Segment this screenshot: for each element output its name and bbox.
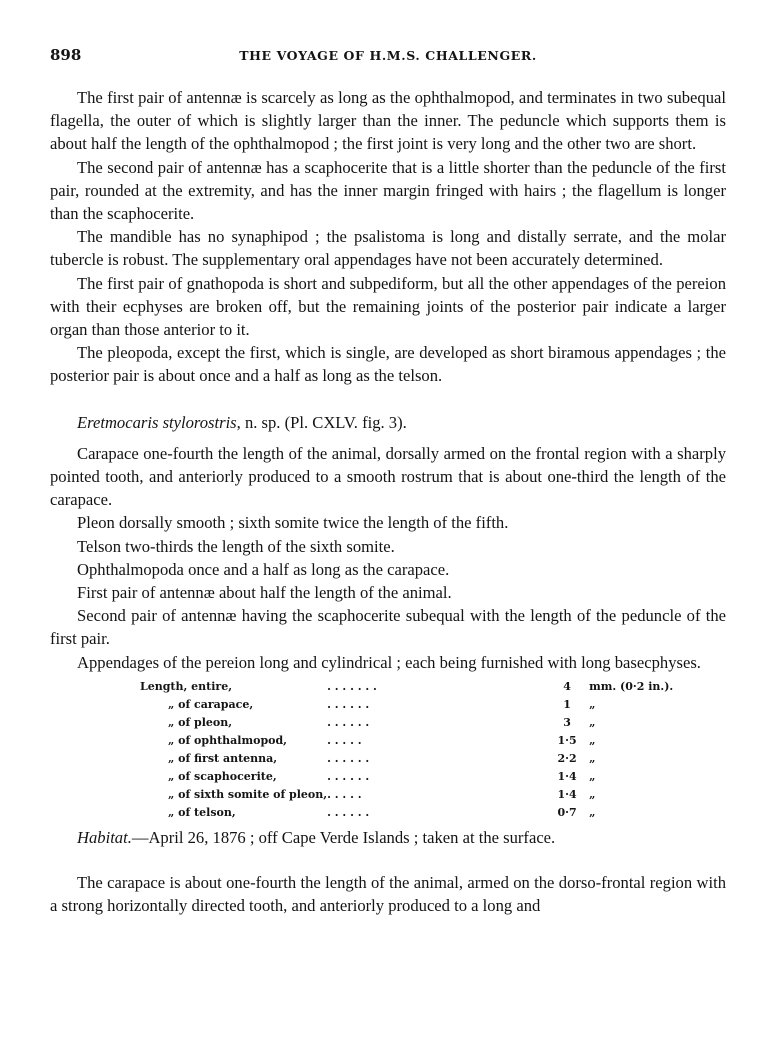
measurement-leader: . . . . . [327,787,362,801]
paragraph-mandible: The mandible has no synaphipod ; the psalistoma is long and distally serrate, and the molar tubercle is robust. The supplementary oral appendages have not been accurately determined. [50,227,726,270]
species-reference: , n. sp. (Pl. CXLV. fig. 3). [236,412,407,432]
measurement-label: „ of ophthalmopod, [168,733,287,747]
measurement-label: „ of first antenna, [168,751,278,765]
species-heading [50,411,726,434]
measurement-label: „ of sixth somite of pleon, [168,787,328,801]
measurement-row [140,786,673,804]
measurement-unit: mm. (0·2 in.). [589,679,674,693]
paragraph-pleon: Pleon dorsally smooth ; sixth somite twice the length of the fifth. [77,513,509,533]
paragraph-antennae-first: The first pair of antennæ is scarcely as long as the ophthalmopod, and terminates in two subequal flagella, the outer of which is slightly larger than the inner. The peduncle which supports them is about half the length of the ophthalmopod ; the first joint is very long and the other two are short. [50,88,726,154]
measurement-row [140,714,673,732]
measurement-value: 4 [563,679,571,693]
paragraph-telson: Telson two-thirds the length of the sixth somite. [77,536,395,556]
measurement-value: 1·4 [557,769,577,783]
measurement-leader: . . . . . . [327,805,370,819]
measurement-leader: . . . . . . . [327,679,377,693]
measurement-value: 3 [563,715,571,729]
measurement-row [140,804,673,822]
measurement-unit: „ [589,805,596,819]
measurement-label: „ of carapace, [168,697,254,711]
habitat-line [50,826,726,849]
paragraph-second-antennae: Second pair of antennæ having the scaphocerite subequal with the length of the peduncle of the first pair. [50,606,726,649]
running-title: THE VOYAGE OF H.M.S. CHALLENGER. [239,48,537,63]
paragraph-antennae-second: The second pair of antennæ has a scaphocerite that is a little shorter than the peduncle of the first pair, rounded at the extremity, and has the inner margin fringed with hairs ; the flagellum is longer than the scaphocerite. [50,157,726,224]
measurement-value: 2·2 [557,751,577,765]
page-header [50,46,726,70]
measurement-row [140,768,673,786]
measurement-leader: . . . . . . [327,769,370,783]
paragraph-carapace: Carapace one-fourth the length of the animal, dorsally armed on the frontal region with a sharply pointed tooth, and anteriorly produced to a smooth rostrum that is about one-third the length of the carapace. [50,443,726,510]
measurement-label: „ of telson, [168,805,236,819]
paragraph-gnathopoda: The first pair of gnathopoda is short and subpediform, but all the other appendages of the pereion with their ecphyses are broken off, but the remaining joints of the posterior pair indicate a larger organ than those anterior to it. [50,273,726,340]
paragraph-first-antennae: First pair of antennæ about half the length of the animal. [77,583,452,603]
measurement-unit: „ [589,751,596,765]
measurements-table [140,678,673,822]
measurement-leader: . . . . . [327,733,362,747]
measurement-value: 1·5 [557,733,577,747]
measurement-value: 1 [563,697,571,711]
measurement-value: 0·7 [557,805,577,819]
page-body [50,86,726,917]
measurement-label: Length, entire, [140,679,233,693]
measurement-value: 1·4 [557,787,577,801]
species-name: Eretmocaris stylorostris [77,412,237,432]
measurement-label: „ of pleon, [168,715,233,729]
measurement-row [140,732,673,750]
paragraph-appendages: Appendages of the pereion long and cylindrical ; each being furnished with long basecphyses. [77,652,701,672]
measurement-unit: „ [589,769,596,783]
measurement-leader: . . . . . . [327,715,370,729]
measurement-unit: „ [589,715,596,729]
measurement-unit: „ [589,733,596,747]
measurement-unit: „ [589,787,596,801]
page-number: 898 [50,46,82,64]
measurement-row [140,696,673,714]
paragraph-closing: The carapace is about one-fourth the length of the animal, armed on the dorso-frontal region with a strong horizontally directed tooth, and anteriorly produced to a long and [50,873,726,916]
measurement-leader: . . . . . . [327,697,370,711]
habitat-label: Habitat. [77,827,132,847]
measurement-unit: „ [589,697,596,711]
measurement-label: „ of scaphocerite, [168,769,277,783]
measurement-leader: . . . . . . [327,751,370,765]
measurement-row [140,750,673,768]
paragraph-pleopoda: The pleopoda, except the first, which is single, are developed as short biramous appendages ; the posterior pair is about once and a half as long as the telson. [50,343,726,386]
measurement-row [140,678,673,696]
habitat-text: —April 26, 1876 ; off Cape Verde Islands ; taken at the surface. [131,827,556,847]
paragraph-ophthalmopoda: Ophthalmopoda once and a half as long as the carapace. [77,559,450,579]
